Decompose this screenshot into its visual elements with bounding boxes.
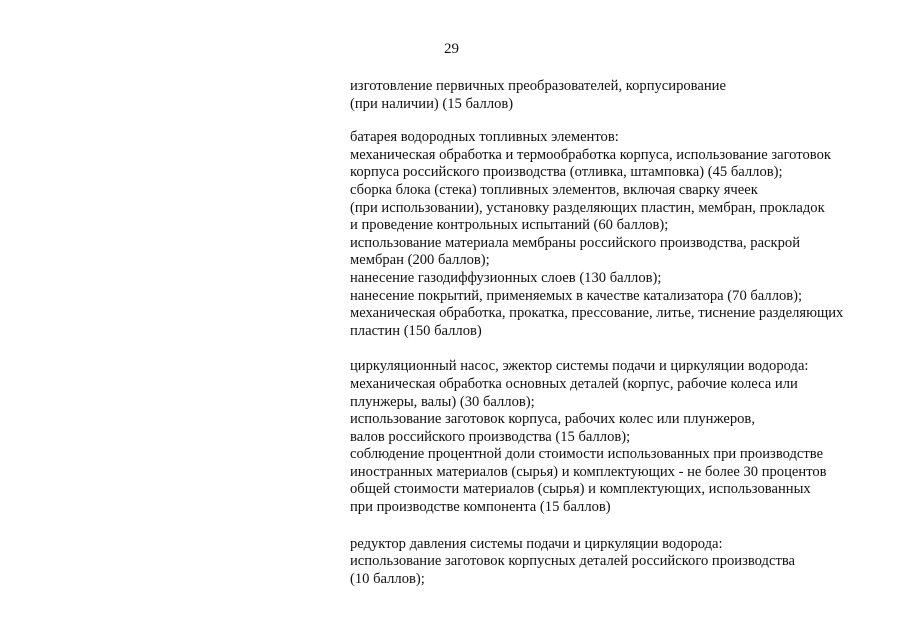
paragraph-primary-converters	[350, 78, 890, 113]
text-line: батарея водородных топливных элементов:	[350, 129, 619, 146]
text-line: использование материала мембраны российского производства, раскрой	[350, 234, 801, 251]
text-line: (при наличии) (15 баллов)	[350, 95, 514, 112]
text-line: изготовление первичных преобразователей, корпусирование	[350, 78, 726, 94]
paragraph-pressure-reducer	[350, 536, 890, 589]
text-line: механическая обработка основных деталей (корпус, рабочие колеса или	[350, 375, 798, 392]
text-line: использование заготовок корпуса, рабочих колес или плунжеров,	[350, 411, 755, 428]
text-line: нанесение покрытий, применяемых в качестве катализатора (70 баллов);	[350, 287, 803, 304]
text-line: общей стоимости материалов (сырья) и комплектующих, использованных	[350, 481, 811, 498]
page-number: 29	[444, 41, 459, 57]
text-line: редуктор давления системы подачи и циркуляции водорода:	[350, 535, 723, 552]
text-line: и проведение контрольных испытаний (60 баллов);	[350, 217, 669, 234]
text-line: корпуса российского производства (отливка, штамповка) (45 баллов);	[350, 164, 783, 181]
text-line: сборка блока (стека) топливных элементов, включая сварку ячеек	[350, 181, 758, 198]
text-line: использование заготовок корпусных деталей российского производства	[350, 553, 796, 570]
text-line: пластин (150 баллов)	[350, 322, 482, 339]
text-line: нанесение газодиффузионных слоев (130 баллов);	[350, 269, 662, 286]
text-line: плунжеры, валы) (30 баллов);	[350, 393, 535, 410]
text-line: валов российского производства (15 баллов);	[350, 428, 631, 445]
paragraph-circulation-pump	[350, 358, 890, 516]
paragraph-fuel-cell-battery	[350, 129, 890, 340]
text-line: иностранных материалов (сырья) и комплектующих - не более 30 процентов	[350, 463, 827, 480]
document-body	[350, 78, 890, 588]
text-line: (10 баллов);	[350, 570, 425, 587]
text-line: соблюдение процентной доли стоимости использованных при производстве	[350, 446, 824, 463]
text-line: (при использовании), установку разделяющих пластин, мембран, прокладок	[350, 199, 825, 216]
text-line: при производстве компонента (15 баллов)	[350, 499, 611, 516]
text-line: механическая обработка, прокатка, прессование, литье, тиснение разделяющих	[350, 305, 844, 322]
text-line: механическая обработка и термообработка корпуса, использование заготовок	[350, 146, 831, 163]
text-line: мембран (200 баллов);	[350, 252, 490, 269]
text-line: циркуляционный насос, эжектор системы подачи и циркуляции водорода:	[350, 358, 809, 375]
